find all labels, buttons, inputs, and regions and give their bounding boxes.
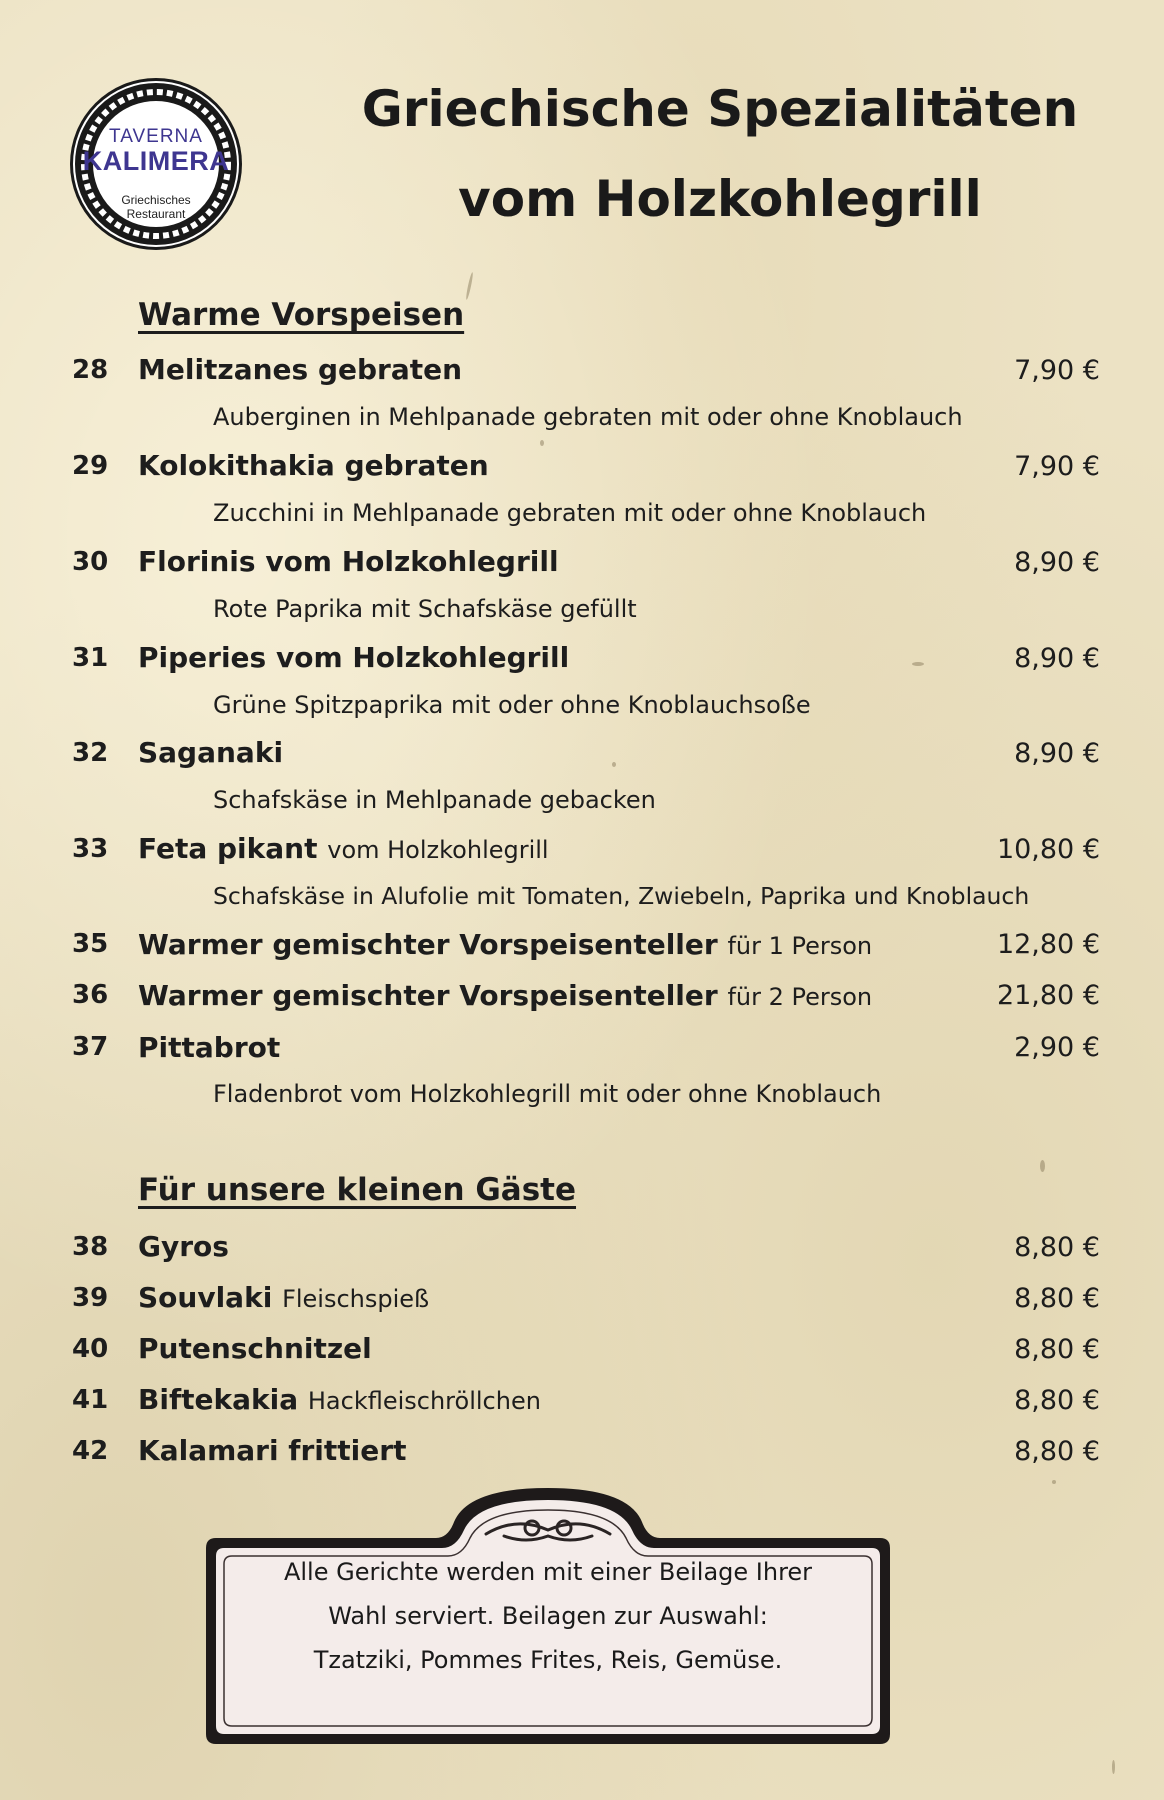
item-number: 37 — [72, 1032, 109, 1062]
item-name: Biftekakia Hackfleischröllchen — [138, 1383, 541, 1416]
note-line-3: Tzatziki, Pommes Frites, Reis, Gemüse. — [313, 1646, 783, 1674]
page-title-line-2: vom Holzkohlegrill — [458, 170, 982, 228]
item-name: Gyros — [138, 1230, 229, 1263]
item-name-extra: vom Holzkohlegrill — [327, 836, 549, 864]
item-name: Piperies vom Holzkohlegrill — [138, 641, 570, 674]
item-description: Grüne Spitzpaprika mit oder ohne Knoblauchsoße — [213, 691, 811, 719]
item-number: 38 — [72, 1232, 109, 1262]
item-number: 30 — [72, 547, 109, 577]
item-name-extra: Fleischspieß — [282, 1285, 430, 1313]
item-price: 7,90 € — [1014, 355, 1100, 386]
item-price: 8,80 € — [1014, 1436, 1100, 1467]
side-dish-note-frame — [186, 1466, 910, 1754]
item-number: 33 — [72, 834, 109, 864]
item-number: 35 — [72, 929, 109, 959]
note-line-2: Wahl serviert. Beilagen zur Auswahl: — [328, 1602, 768, 1630]
logo-line-restaurant: Restaurant — [126, 207, 186, 221]
item-price: 10,80 € — [996, 834, 1100, 865]
item-price: 2,90 € — [1014, 1032, 1100, 1063]
item-number: 32 — [72, 738, 109, 768]
item-price: 8,80 € — [1014, 1334, 1100, 1365]
item-price: 8,80 € — [1014, 1385, 1100, 1416]
item-number: 39 — [72, 1283, 109, 1313]
item-price: 12,80 € — [996, 929, 1100, 960]
side-dish-note-text — [246, 1550, 850, 1682]
item-price: 21,80 € — [996, 980, 1100, 1011]
item-name: Feta pikant vom Holzkohlegrill — [138, 832, 549, 865]
item-number: 36 — [72, 980, 109, 1010]
item-number: 40 — [72, 1334, 109, 1364]
section-heading-kinder: Für unsere kleinen Gäste — [138, 1172, 577, 1208]
item-name: Kolokithakia gebraten — [138, 449, 489, 482]
logo-line-kalimera: KALIMERA — [82, 146, 230, 176]
item-price: 8,80 € — [1014, 1232, 1100, 1263]
item-price: 7,90 € — [1014, 451, 1100, 482]
item-name: Souvlaki Fleischspieß — [138, 1281, 430, 1314]
item-price: 8,90 € — [1014, 547, 1100, 578]
item-description: Fladenbrot vom Holzkohlegrill mit oder ohne Knoblauch — [213, 1080, 882, 1108]
item-name: Saganaki — [138, 736, 284, 769]
item-number: 41 — [72, 1385, 109, 1415]
logo-line-griechisches: Griechisches — [121, 193, 191, 207]
item-number: 42 — [72, 1436, 109, 1466]
item-name: Pittabrot — [138, 1031, 281, 1064]
item-name-extra: Hackfleischröllchen — [307, 1387, 541, 1415]
item-number: 29 — [72, 451, 109, 481]
item-description: Rote Paprika mit Schafskäse gefüllt — [213, 595, 637, 623]
item-price: 8,80 € — [1014, 1283, 1100, 1314]
item-name: Putenschnitzel — [138, 1332, 372, 1365]
page-title-line-1: Griechische Spezialitäten — [361, 80, 1079, 138]
item-number: 31 — [72, 643, 109, 673]
note-line-1: Alle Gerichte werden mit einer Beilage Ihrer — [283, 1558, 813, 1586]
item-price: 8,90 € — [1014, 643, 1100, 674]
item-number: 28 — [72, 355, 109, 385]
logo-line-taverna: TAVERNA — [109, 126, 203, 147]
item-name-extra: für 2 Person — [727, 983, 873, 1011]
item-name: Kalamari frittiert — [138, 1434, 407, 1467]
item-price: 8,90 € — [1014, 738, 1100, 769]
item-name: Warmer gemischter Vorspeisenteller für 2 Person — [138, 979, 873, 1012]
item-description: Auberginen in Mehlpanade gebraten mit oder ohne Knoblauch — [213, 403, 963, 431]
restaurant-logo — [68, 76, 244, 252]
item-name-extra: für 1 Person — [727, 932, 873, 960]
item-description: Schafskäse in Mehlpanade gebacken — [213, 786, 656, 814]
item-name: Florinis vom Holzkohlegrill — [138, 545, 559, 578]
item-description: Zucchini in Mehlpanade gebraten mit oder ohne Knoblauch — [213, 499, 927, 527]
item-description: Schafskäse in Alufolie mit Tomaten, Zwiebeln, Paprika und Knoblauch — [213, 882, 1030, 910]
item-name: Warmer gemischter Vorspeisenteller für 1 Person — [138, 928, 873, 961]
section-heading-warme-vorspeisen: Warme Vorspeisen — [138, 297, 465, 333]
item-name: Melitzanes gebraten — [138, 353, 463, 386]
